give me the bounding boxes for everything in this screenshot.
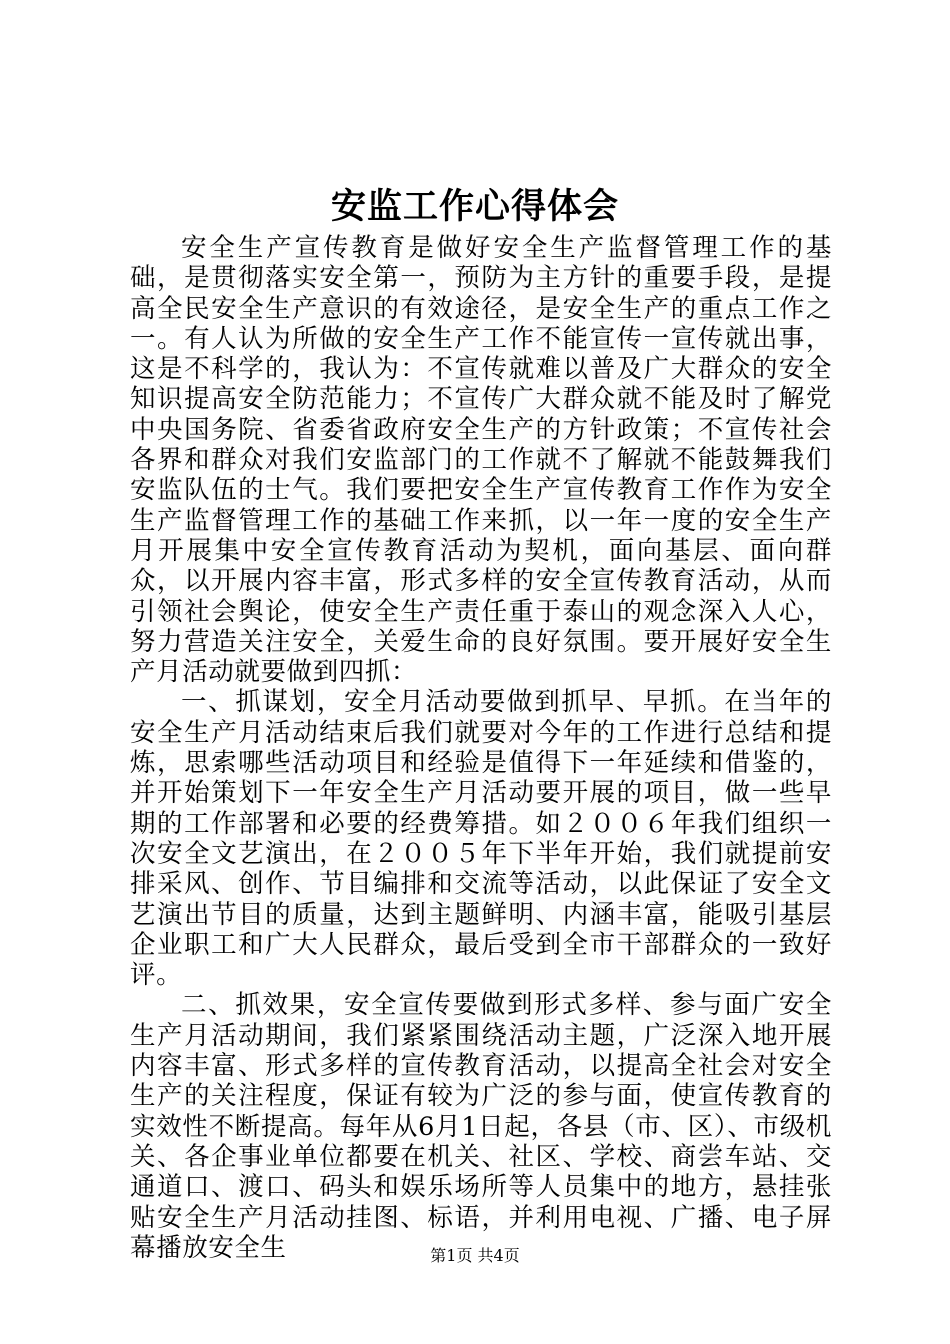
paragraph-intro: 安全生产宣传教育是做好安全生产监督管理工作的基础，是贯彻落实安全第一，预防为主方针的重要手段，是提高全民安全生产意识的有效途径，是安全生产的重点工作之一。有人认为所做的安全生产工作不能宣传一宣传就出事，这是不科学的，我认为：不宣传就难以普及广大群众的安全知识提高安全防范能力；不宣传广大群众就不能及时了解党中央国务院、省委省政府安全生产的方针政策；不宣传社会各界和群众对我们安监部门的工作就不了解就不能鼓舞我们安监队伍的士气。我们要把安全生产宣传教育工作作为安全生产监督管理工作的基础工作来抓，以一年一度的安全生产月开展集中安全宣传教育活动为契机，面向基层、面向群众，以开展内容丰富，形式多样的安全宣传教育活动，从而引领社会舆论，使安全生产责任重于泰山的观念深入人心，努力营造关注安全，关爱生命的良好氛围。要开展好安全生产月活动就要做到四抓： (130, 233, 832, 688)
page-footer (0, 1245, 950, 1267)
paragraph-point-one: 一、抓谋划，安全月活动要做到抓早、早抓。在当年的安全生产月活动结束后我们就要对今年的工作进行总结和提炼，思索哪些活动项目和经验是值得下一年延续和借鉴的，并开始策划下一年安全生产月活动要开展的项目，做一些早期的工作部署和必要的经费筹措。如２００６年我们组织一次安全文艺演出，在２００５年下半年开始，我们就提前安排采风、创作、节目编排和交流等活动，以此保证了安全文艺演出节目的质量，达到主题鲜明、内涵丰富，能吸引基层企业职工和广大人民群众，最后受到全市干部群众的一致好评。 (130, 687, 832, 991)
document-title: 安监工作心得体会 (330, 186, 619, 227)
paragraph-point-two: 二、抓效果，安全宣传要做到形式多样、参与面广安全生产月活动期间，我们紧紧围绕活动主题，广泛深入地开展内容丰富、形式多样的宣传教育活动，以提高全社会对安全生产的关注程度，保证有较为广泛的参与面，使宣传教育的实效性不断提高。每年从6月1日起，各县（市、区）、市级机关、各企事业单位都要在机关、社区、学校、商尝车站、交通道口、渡口、码头和娱乐场所等人员集中的地方，悬挂张贴安全生产月活动挂图、标语，并利用电视、广播、电子屏幕播放安全生 (130, 990, 832, 1263)
document-body (130, 233, 832, 1263)
page-number: 第1页 共4页 (430, 1246, 520, 1265)
